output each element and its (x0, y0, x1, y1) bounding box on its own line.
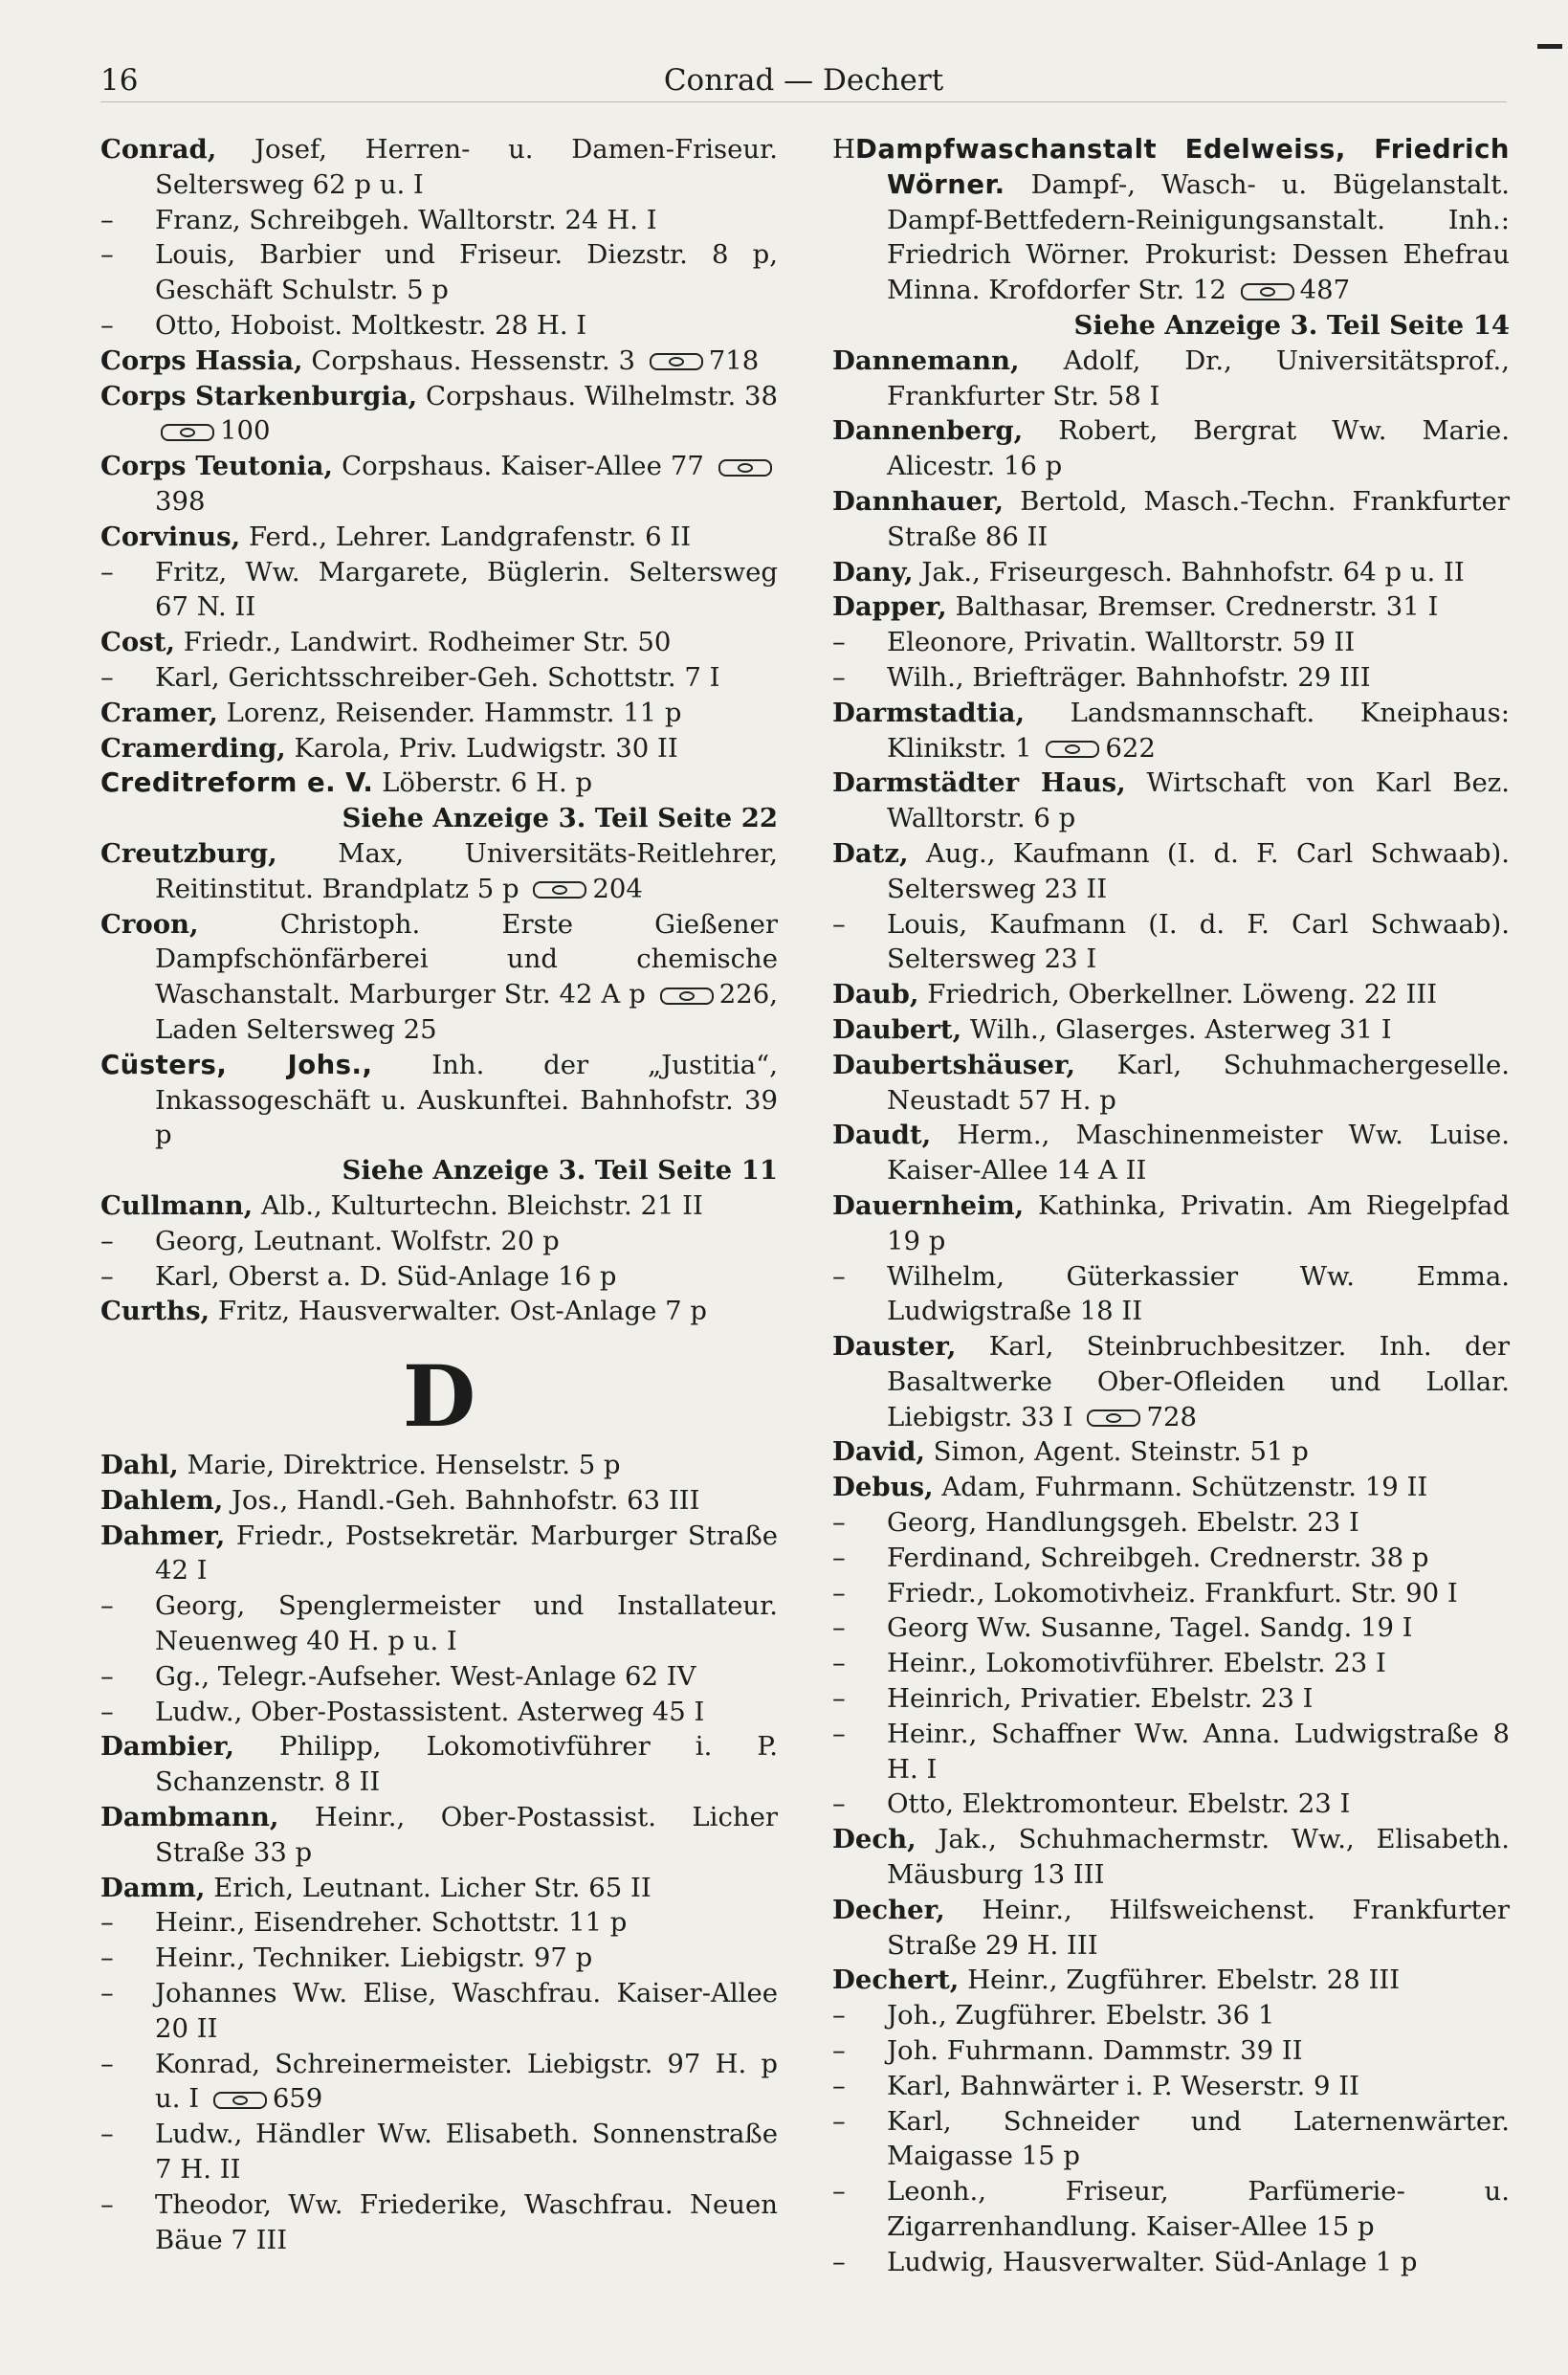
entry-details: Konrad, Schreinermeister. Liebigstr. 97 H. p u. I (155, 2048, 778, 2115)
directory-entry (100, 625, 778, 660)
sub-entry (100, 203, 778, 238)
sub-entry (832, 1681, 1510, 1717)
entry-name: Dahl, (100, 1450, 179, 1481)
repeat-dash: – (832, 2035, 846, 2067)
entry-name: Datz, (832, 837, 909, 869)
entry-details: Corpshaus. Kaiser-Allee 77 (342, 451, 704, 482)
repeat-dash: – (100, 1942, 114, 1974)
sub-entry (100, 1659, 778, 1695)
directory-entry (100, 766, 778, 801)
directory-entry (832, 1470, 1510, 1505)
entry-details: Louis, Kaufmann (I. d. F. Carl Schwaab). Seltersweg 23 I (887, 908, 1510, 975)
entry-details: Fritz, Hausverwalter. Ost-Anlage 7 p (217, 1296, 707, 1327)
entry-details: Inh. der „Justitia“, Inkassogeschäft u. Auskunftei. Bahnhofstr. 39 p (155, 1049, 778, 1151)
repeat-dash: – (832, 1788, 846, 1820)
entry-details: Josef, Herren- u. Damen-Friseur. Seltersweg 62 p u. I (155, 134, 778, 200)
directory-entry (832, 1822, 1510, 1893)
entry-name: David, (832, 1436, 925, 1468)
sub-entry (832, 1576, 1510, 1611)
entry-details: Heinr., Lokomotivführer. Ebelstr. 23 I (887, 1648, 1386, 1679)
sub-entry (832, 625, 1510, 660)
entry-name: Croon, (100, 908, 199, 940)
entry-details: Johannes Ww. Elise, Waschfrau. Kaiser-Allee 20 II (155, 1978, 778, 2044)
telephone-icon (660, 988, 714, 1005)
repeat-dash: – (832, 1683, 846, 1715)
repeat-dash: – (100, 204, 114, 235)
sub-entry (100, 2187, 778, 2258)
repeat-dash: – (100, 556, 114, 588)
directory-entry (832, 344, 1510, 414)
entry-details: Fritz, Ww. Margarete, Büglerin. Seltersweg 67 N. II (155, 556, 778, 623)
telephone-icon (213, 2092, 267, 2109)
entry-name: Conrad, (100, 134, 217, 165)
entry-details: Christoph. Erste Gießener Dampfschönfärberei und chemische Waschanstalt. Marburger Str. 42 A p (155, 908, 778, 1010)
directory-entry (832, 1963, 1510, 1998)
entry-details: Joh., Zugführer. Ebelstr. 36 1 (887, 2000, 1275, 2031)
sub-entry (100, 237, 778, 308)
entry-details: Bertold, Masch.-Techn. Frankfurter Straße 86 II (887, 485, 1510, 552)
entry-details: Jak., Schuhmachermstr. Ww., Elisabeth. Mäusburg 13 III (887, 1824, 1510, 1891)
entry-name: Darmstadtia, (832, 697, 1026, 728)
sub-entry (832, 2245, 1510, 2280)
advert-reference: Siehe Anzeige 3. Teil Seite 11 (342, 1155, 778, 1187)
page-number: 16 (100, 63, 139, 98)
page-edge-mark (1537, 44, 1562, 49)
repeat-dash: – (832, 908, 846, 940)
repeat-dash: – (832, 1542, 846, 1573)
entry-name: Daubert, (832, 1013, 962, 1045)
telephone-number: 728 (1146, 1401, 1197, 1432)
sub-entry (100, 1224, 778, 1259)
directory-entry (100, 1871, 778, 1906)
entry-details: Alb., Kulturtechn. Bleichstr. 21 II (261, 1189, 703, 1221)
entry-details: Wilh., Glaserges. Asterweg 31 I (969, 1013, 1392, 1045)
entry-name: Daubertshäuser, (832, 1049, 1075, 1080)
sub-entry (832, 907, 1510, 978)
repeat-dash: – (832, 627, 846, 658)
entry-name: Dauster, (832, 1331, 957, 1363)
sub-entry (100, 555, 778, 626)
entry-details: Gg., Telegr.-Aufseher. West-Anlage 62 IV (155, 1660, 696, 1692)
telephone-icon (1046, 741, 1099, 758)
directory-entry (100, 1483, 778, 1519)
entry-details: Heinr., Schaffner Ww. Anna. Ludwigstraße 8 H. I (887, 1718, 1510, 1785)
directory-entry (100, 1448, 778, 1483)
sub-entry (100, 2047, 778, 2118)
directory-entry (100, 836, 778, 907)
entry-details: Friedr., Postsekretär. Marburger Straße 42 I (155, 1520, 778, 1587)
directory-entry (832, 1012, 1510, 1048)
entry-details: Joh. Fuhrmann. Dammstr. 39 II (887, 2035, 1303, 2067)
entry-details: Max, Universitäts-Reitlehrer, Reitinstitut. Brandplatz 5 p (155, 837, 778, 904)
repeat-dash: – (832, 1260, 846, 1292)
entry-name: Corps Hassia, (100, 344, 303, 376)
directory-entry (832, 132, 1510, 308)
repeat-dash: – (100, 661, 114, 693)
telephone-icon (161, 424, 214, 441)
entry-details: Karl, Schuhmachergeselle. Neustadt 57 H. p (887, 1049, 1510, 1116)
repeat-dash: – (832, 1648, 846, 1679)
entry-details: Ludw., Ober-Postassistent. Asterweg 45 I (155, 1696, 705, 1727)
sub-entry (100, 1588, 778, 1659)
entry-details: Heinr., Zugführer. Ebelstr. 28 III (967, 1964, 1401, 1996)
repeat-dash: – (832, 2105, 846, 2137)
entry-details: Otto, Elektromonteur. Ebelstr. 23 I (887, 1788, 1351, 1820)
directory-entry (100, 520, 778, 555)
repeat-dash: – (832, 1507, 846, 1539)
sub-entry (832, 2104, 1510, 2175)
entry-details: Löberstr. 6 H. p (382, 767, 593, 799)
sub-entry (832, 1610, 1510, 1646)
telephone-number: 226, Laden Seltersweg 25 (155, 979, 778, 1045)
telephone-icon (718, 459, 772, 477)
repeat-dash: – (832, 2070, 846, 2101)
telephone-number: 487 (1299, 275, 1351, 306)
telephone-number: 659 (272, 2083, 323, 2115)
page-header (100, 59, 1507, 102)
directory-entry (100, 344, 778, 379)
entry-details: Heinr., Techniker. Liebigstr. 97 p (155, 1942, 593, 1974)
entry-details: Dampf-, Wasch- u. Bügelanstalt. Dampf-Bettfedern-Reinigungsanstalt. Inh.: Friedrich Wörner. Prokurist: Dessen Ehefrau Minna. Krofdorfer Str. 12 (887, 168, 1510, 306)
repeat-dash: – (100, 2188, 114, 2220)
repeat-dash: – (832, 2246, 846, 2277)
directory-entry (100, 696, 778, 731)
entry-details: Friedr., Landwirt. Rodheimer Str. 50 (183, 627, 672, 658)
sub-entry (100, 1259, 778, 1295)
sub-entry (100, 1941, 778, 1976)
directory-entry (832, 555, 1510, 590)
entry-name: Dannenberg, (832, 415, 1024, 447)
directory-entry (832, 413, 1510, 484)
entry-details: Heinrich, Privatier. Ebelstr. 23 I (887, 1683, 1314, 1715)
sub-entry (100, 2117, 778, 2187)
telephone-icon (1241, 283, 1294, 300)
repeat-dash: – (832, 1612, 846, 1644)
telephone-icon (650, 353, 703, 370)
repeat-dash: – (100, 2048, 114, 2079)
repeat-dash: – (832, 1577, 846, 1609)
directory-entry (832, 1118, 1510, 1188)
repeat-dash: – (100, 1978, 114, 2009)
entry-name: Dambmann, (100, 1802, 279, 1833)
entry-details: Ferdinand, Schreibgeh. Crednerstr. 38 p (887, 1542, 1429, 1573)
entry-details: Balthasar, Bremser. Crednerstr. 31 I (955, 591, 1439, 623)
directory-entry (832, 1188, 1510, 1259)
telephone-number: 718 (708, 344, 760, 376)
entry-name: Cramerding, (100, 732, 286, 764)
entry-details: Georg, Handlungsgeh. Ebelstr. 23 I (887, 1507, 1359, 1539)
sub-entry (832, 660, 1510, 696)
entry-details: Heinr., Ober-Postassist. Licher Straße 33 p (155, 1802, 778, 1868)
entry-details: Georg, Spenglermeister und Installateur. Neuenweg 40 H. p u. I (155, 1590, 778, 1657)
section-letter: D (402, 1346, 476, 1447)
directory-entry (100, 1800, 778, 1871)
directory-entry (832, 1434, 1510, 1470)
entry-marker: H (832, 134, 855, 165)
entry-details: Lorenz, Reisender. Hammstr. 11 p (226, 697, 682, 728)
entry-details: Simon, Agent. Steinstr. 51 p (933, 1436, 1309, 1468)
entry-details: Herm., Maschinenmeister Ww. Luise. Kaiser-Allee 14 A II (887, 1120, 1510, 1187)
sub-entry (832, 1717, 1510, 1787)
repeat-dash: – (832, 1718, 846, 1749)
entry-details: Otto, Hoboist. Moltkestr. 28 H. I (155, 309, 587, 341)
entry-name: Damm, (100, 1872, 206, 1903)
right-column (832, 132, 1510, 2280)
repeat-dash: – (100, 1660, 114, 1692)
telephone-number: 398 (155, 485, 206, 517)
advert-reference: Siehe Anzeige 3. Teil Seite 14 (1073, 309, 1510, 341)
entry-name: Dampfwaschanstalt Edelweiss, Friedrich Wörner. (855, 134, 1510, 200)
entry-details: Jak., Friseurgesch. Bahnhofstr. 64 p u. II (921, 556, 1465, 588)
sub-entry (832, 1505, 1510, 1541)
entry-name: Dannemann, (832, 344, 1020, 376)
sub-entry (100, 1695, 778, 1730)
entry-details: Adolf, Dr., Universitätsprof., Frankfurter Str. 58 I (887, 344, 1510, 411)
entry-name: Cost, (100, 627, 175, 658)
advert-reference: Siehe Anzeige 3. Teil Seite 22 (342, 803, 778, 834)
entry-name: Dapper, (832, 591, 947, 623)
telephone-icon (533, 881, 586, 899)
entry-name: Dechert, (832, 1964, 960, 1996)
directory-entry (100, 907, 778, 1048)
entry-details: Eleonore, Privatin. Walltorstr. 59 II (887, 627, 1356, 658)
entry-name: Corvinus, (100, 521, 241, 552)
entry-details: Wilhelm, Güterkassier Ww. Emma. Ludwigstraße 18 II (887, 1260, 1510, 1327)
entry-details: Karl, Oberst a. D. Süd-Anlage 16 p (155, 1260, 617, 1292)
repeat-dash: – (100, 1260, 114, 1292)
entry-details: Aug., Kaufmann (I. d. F. Carl Schwaab). Seltersweg 23 II (887, 837, 1511, 904)
repeat-dash: – (100, 1696, 114, 1727)
entry-details: Marie, Direktrice. Henselstr. 5 p (187, 1450, 621, 1481)
entry-details: Kathinka, Privatin. Am Riegelpfad 19 p (887, 1189, 1510, 1256)
directory-entry (832, 766, 1510, 836)
entry-name: Dannhauer, (832, 485, 1005, 517)
directory-entry (832, 484, 1510, 555)
entry-details: Wirtschaft von Karl Bez. Walltorstr. 6 p (887, 767, 1510, 834)
repeat-dash: – (832, 661, 846, 693)
entry-name: Debus, (832, 1472, 934, 1503)
directory-entry (832, 977, 1510, 1012)
entry-details: Landsmannschaft. Kneiphaus: Klinikstr. 1 (887, 697, 1510, 764)
entry-details: Corpshaus. Hessenstr. 3 (311, 344, 635, 376)
directory-entry (100, 731, 778, 766)
entry-name: Dahmer, (100, 1520, 226, 1551)
repeat-dash: – (100, 1590, 114, 1622)
repeat-dash: – (100, 239, 114, 271)
repeat-dash: – (832, 2176, 846, 2208)
entry-name: Curths, (100, 1296, 210, 1327)
entry-details: Wilh., Briefträger. Bahnhofstr. 29 III (887, 661, 1371, 693)
entry-details: Friedrich, Oberkellner. Löweng. 22 III (927, 979, 1438, 1010)
entry-details: Georg, Leutnant. Wolfstr. 20 p (155, 1225, 560, 1256)
entry-name: Cramer, (100, 697, 218, 728)
sub-entry (832, 2033, 1510, 2069)
entry-details: Ludw., Händler Ww. Elisabeth. Sonnenstraße 7 H. II (155, 2119, 778, 2186)
sub-entry (832, 2174, 1510, 2245)
entry-details: Leonh., Friseur, Parfümerie- u. Zigarrenhandlung. Kaiser-Allee 15 p (887, 2176, 1510, 2243)
directory-entry (832, 696, 1510, 766)
entry-name: Dech, (832, 1824, 917, 1855)
sub-entry (832, 1259, 1510, 1330)
entry-name: Daudt, (832, 1120, 932, 1151)
repeat-dash: – (100, 2119, 114, 2150)
repeat-dash: – (100, 1907, 114, 1939)
entry-name: Creditreform e. V. (100, 767, 374, 799)
entry-details: Robert, Bergrat Ww. Marie. Alicestr. 16 p (887, 415, 1510, 482)
entry-name: Dany, (832, 556, 914, 588)
telephone-number: 204 (592, 873, 643, 904)
sub-entry (832, 1541, 1510, 1576)
entry-details: Friedr., Lokomotivheiz. Frankfurt. Str. 90 I (887, 1577, 1458, 1609)
repeat-dash: – (100, 1225, 114, 1256)
entry-details: Ludwig, Hausverwalter. Süd-Anlage 1 p (887, 2246, 1418, 2277)
repeat-dash: – (100, 309, 114, 341)
directory-entry (100, 132, 778, 203)
directory-entry (832, 836, 1510, 907)
entry-details: Louis, Barbier und Friseur. Diezstr. 8 p, Geschäft Schulstr. 5 p (155, 239, 778, 306)
left-column (100, 132, 778, 2257)
entry-details: Karl, Schneider und Laternenwärter. Maigasse 15 p (887, 2105, 1510, 2172)
entry-name: Dauernheim, (832, 1189, 1025, 1221)
repeat-dash: – (832, 2000, 846, 2031)
entry-details: Georg Ww. Susanne, Tagel. Sandg. 19 I (887, 1612, 1413, 1644)
entry-name: Daub, (832, 979, 919, 1010)
telephone-icon (1087, 1409, 1140, 1427)
sub-entry (832, 1646, 1510, 1681)
directory-entry (832, 1893, 1510, 1964)
sub-entry (832, 1787, 1510, 1822)
entry-details: Heinr., Eisendreher. Schottstr. 11 p (155, 1907, 628, 1939)
entry-details: Ferd., Lehrer. Landgrafenstr. 6 II (248, 521, 692, 552)
directory-entry (832, 1048, 1510, 1119)
entry-details: Karl, Bahnwärter i. P. Weserstr. 9 II (887, 2070, 1359, 2101)
entry-name: Darmstädter Haus, (832, 767, 1126, 799)
directory-entry (832, 589, 1510, 625)
entry-details: Jos., Handl.-Geh. Bahnhofstr. 63 III (232, 1484, 700, 1516)
entry-name: Corps Starkenburgia, (100, 380, 418, 411)
directory-entry (100, 1729, 778, 1800)
entry-name: Creutzburg, (100, 837, 277, 869)
directory-entry (100, 379, 778, 450)
entry-name: Dahlem, (100, 1484, 224, 1516)
telephone-number: 100 (220, 415, 271, 447)
sub-entry (100, 1976, 778, 2047)
sub-entry (100, 308, 778, 344)
entry-details: Philipp, Lokomotivführer i. P. Schanzenstr. 8 II (155, 1731, 779, 1798)
directory-entry (100, 1519, 778, 1589)
directory-entry (100, 1048, 778, 1153)
entry-details: Theodor, Ww. Friederike, Waschfrau. Neuen Bäue 7 III (155, 2188, 778, 2255)
sub-entry (100, 1905, 778, 1941)
entry-details: Franz, Schreibgeh. Walltorstr. 24 H. I (155, 204, 657, 235)
sub-entry (100, 660, 778, 696)
running-head: Conrad — Dechert (663, 63, 944, 98)
entry-details: Karola, Priv. Ludwigstr. 30 II (294, 732, 678, 764)
sub-entry (832, 2069, 1510, 2104)
entry-name: Cüsters, Johs., (100, 1049, 373, 1080)
sub-entry (832, 1998, 1510, 2033)
directory-entry (100, 1294, 778, 1329)
entry-name: Cullmann, (100, 1189, 254, 1221)
entry-details: Karl, Steinbruchbesitzer. Inh. der Basaltwerke Ober-Ofleiden und Lollar. Liebigstr. 33 I (887, 1331, 1511, 1432)
entry-details: Erich, Leutnant. Licher Str. 65 II (213, 1872, 651, 1903)
entry-details: Corpshaus. Wilhelmstr. 38 (426, 380, 778, 411)
directory-entry (832, 1329, 1510, 1434)
entry-name: Decher, (832, 1894, 945, 1925)
entry-details: Karl, Gerichtsschreiber-Geh. Schottstr. 7 I (155, 661, 720, 693)
entry-details: Heinr., Hilfsweichenst. Frankfurter Straße 29 H. III (887, 1894, 1510, 1961)
entry-name: Corps Teutonia, (100, 451, 334, 482)
directory-entry (100, 449, 778, 520)
entry-name: Dambier, (100, 1731, 234, 1763)
telephone-number: 622 (1105, 732, 1156, 764)
entry-details: Adam, Fuhrmann. Schützenstr. 19 II (941, 1472, 1428, 1503)
directory-entry (100, 1188, 778, 1224)
